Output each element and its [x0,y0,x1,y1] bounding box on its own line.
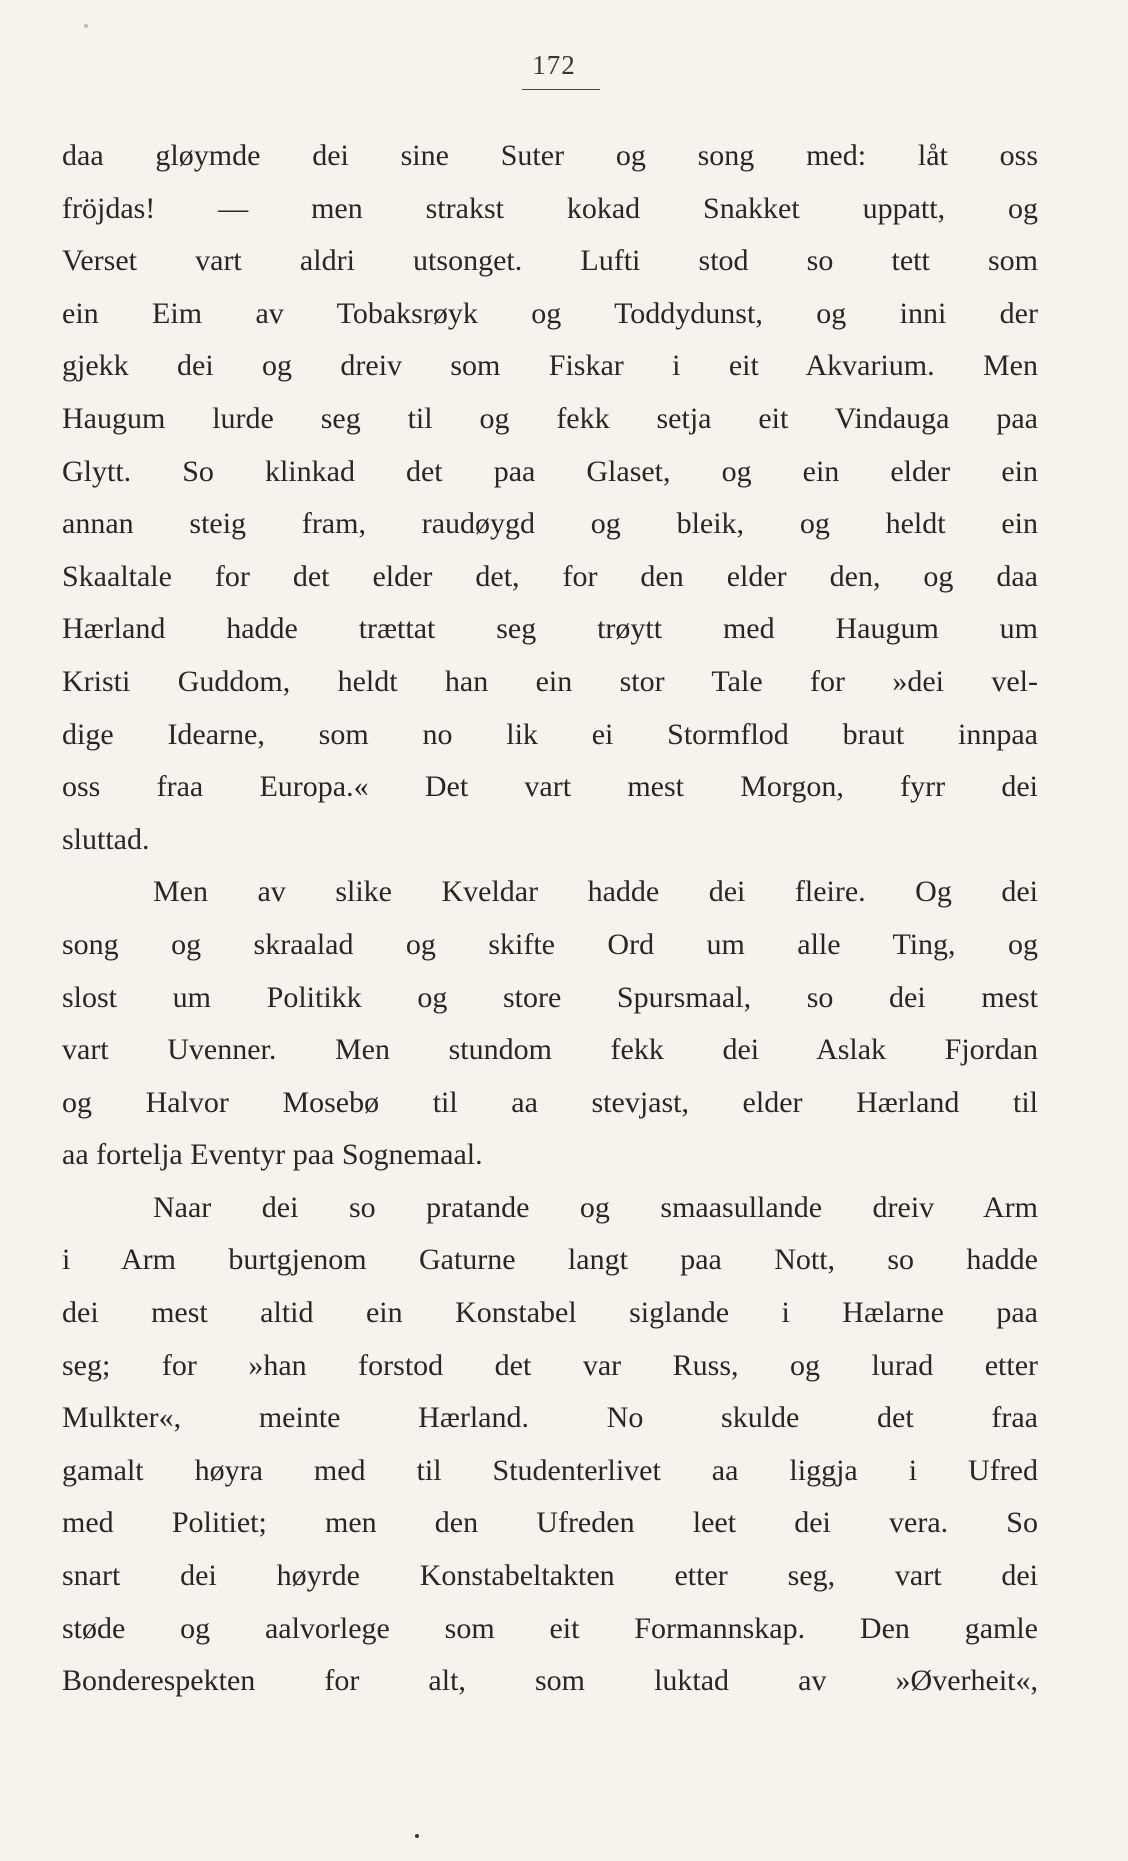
text-line: fröjdas! — men strakst kokad Snakket uppatt, og [62,191,1038,225]
text-line: gjekk dei og dreiv som Fiskar i eit Akvarium. Men [62,349,1038,383]
text-line: og Halvor Mosebø til aa stevjast, elder Hærland til [62,1085,1038,1119]
header-rule [522,89,600,90]
text-line: daa gløymde dei sine Suter og song med: låt oss [62,139,1038,172]
page-number: 172 [532,50,576,80]
text-line: Verset vart aldri utsonget. Lufti stod so tett som [62,244,1038,278]
text-line: dige Idearne, som no lik ei Stormflod braut innpaa [62,717,1038,751]
text-line: Mulkter«, meinte Hærland. No skulde det fraa [62,1401,1038,1435]
text-line: aa fortelja Eventyr paa Sognemaal. [62,1138,483,1172]
text-line: med Politiet; men den Ufreden leet dei vera. So [62,1506,1038,1540]
text-line: Hærland hadde trættat seg trøytt med Haugum um [62,612,1038,646]
text-line: støde og aalvorlege som eit Formannskap. Den gamle [62,1611,1038,1645]
text-line: ein Eim av Tobaksrøyk og Toddydunst, og inni der [62,296,1038,330]
text-line: snart dei høyrde Konstabeltakten etter seg, vart dei [62,1559,1038,1593]
text-line: Glytt. So klinkad det paa Glaset, og ein elder ein [62,454,1038,488]
text-line: Bonderespekten for alt, som luktad av »Øverheit«, [62,1664,1038,1698]
text-line: sluttad. [62,822,150,856]
text-line: annan steig fram, raudøygd og bleik, og heldt ein [62,507,1038,541]
text-line: slost um Politikk og store Spursmaal, so dei mest [62,980,1038,1014]
text-line: Haugum lurde seg til og fekk setja eit Vindauga paa [62,401,1038,435]
text-line: Naar dei so pratande og smaasullande dreiv Arm [153,1190,1038,1224]
text-line: song og skraalad og skifte Ord um alle Ting, og [62,927,1038,961]
text-line: Men av slike Kveldar hadde dei fleire. Og dei [153,875,1038,909]
text-line: seg; for »han forstod det var Russ, og lurad etter [62,1348,1038,1382]
text-line: dei mest altid ein Konstabel siglande i Hælarne paa [62,1296,1038,1330]
paper-speck [84,24,88,28]
body-text [62,130,1038,1708]
text-line: Kristi Guddom, heldt han ein stor Tale for »dei vel- [62,664,1038,698]
paper-speck [415,1834,419,1838]
text-line: i Arm burtgjenom Gaturne langt paa Nott, so hadde [62,1243,1038,1277]
text-line: gamalt høyra med til Studenterlivet aa liggja i Ufred [62,1453,1038,1487]
text-line: oss fraa Europa.« Det vart mest Morgon, fyrr dei [62,770,1038,804]
text-line: Skaaltale for det elder det, for den elder den, og daa [62,559,1038,593]
text-line: vart Uvenner. Men stundom fekk dei Aslak Fjordan [62,1033,1038,1067]
